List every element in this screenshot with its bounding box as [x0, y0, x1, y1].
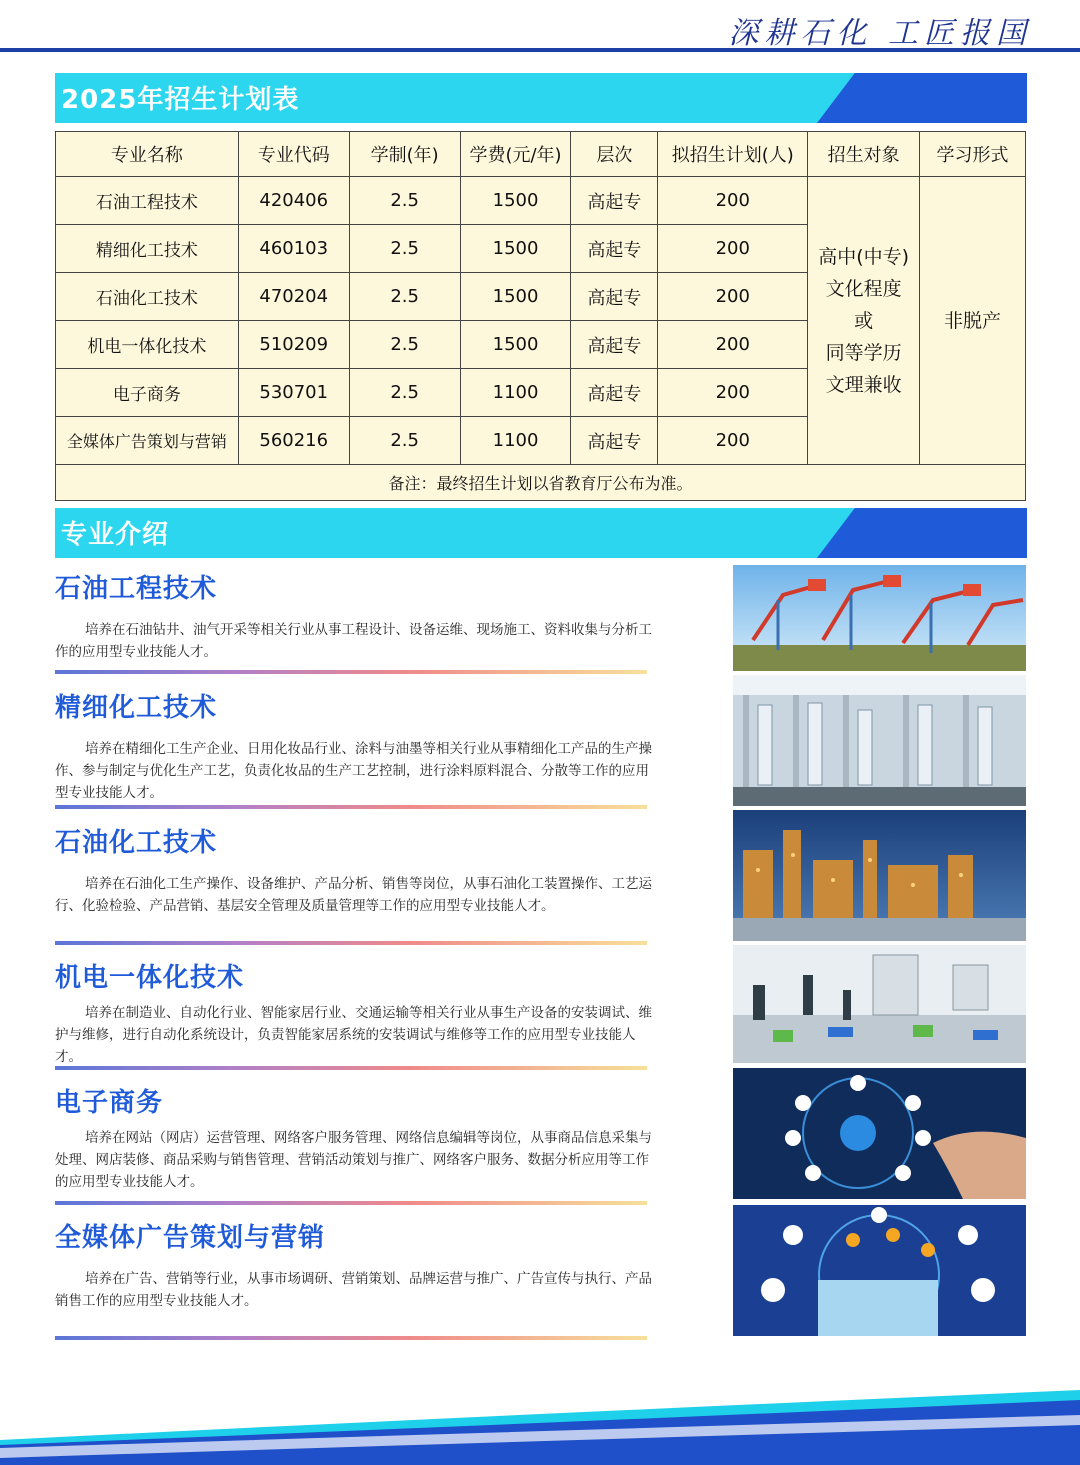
petrochemical-plant-photo — [733, 810, 1026, 941]
quota-cell: 200 — [658, 369, 808, 417]
years-cell: 2.5 — [349, 273, 460, 321]
major-name-cell: 精细化工技术 — [56, 225, 239, 273]
target-line: 高中(中专) — [818, 245, 910, 268]
plan-section-header — [55, 73, 1027, 123]
section-divider — [55, 1066, 647, 1070]
major-block — [55, 1082, 655, 1193]
level-cell: 高起专 — [571, 369, 658, 417]
major-title: 电子商务 — [55, 1088, 164, 1118]
major-name-cell: 全媒体广告策划与营销 — [56, 417, 239, 465]
target-line: 同等学历 — [825, 341, 902, 364]
major-block — [55, 687, 655, 804]
fee-cell: 1500 — [460, 225, 571, 273]
section-divider — [55, 941, 647, 945]
fee-cell: 1500 — [460, 321, 571, 369]
column-header: 专业代码 — [238, 132, 349, 177]
quota-cell: 200 — [658, 177, 808, 225]
column-header: 专业名称 — [56, 132, 239, 177]
major-code-cell: 510209 — [238, 321, 349, 369]
section-divider — [55, 805, 647, 809]
major-block — [55, 1217, 655, 1312]
oilfield-pumpjack-photo — [733, 565, 1026, 671]
intro-section-header — [55, 508, 1027, 558]
table-header-row — [56, 132, 1026, 177]
target-line: 文化程度 — [825, 277, 902, 300]
fee-cell: 1100 — [460, 369, 571, 417]
major-title: 机电一体化技术 — [55, 963, 245, 993]
major-description: 培养在石油钻井、油气开采等相关行业从事工程设计、设备运维、现场施工、资料收集与分析工作的应用型专业技能人才。 — [55, 622, 652, 660]
bottom-decoration — [0, 1370, 1080, 1465]
level-cell: 高起专 — [571, 177, 658, 225]
major-code-cell: 560216 — [238, 417, 349, 465]
level-cell: 高起专 — [571, 417, 658, 465]
section-divider — [55, 1336, 647, 1340]
target-line: 或 — [854, 309, 874, 332]
major-description: 培养在广告、营销等行业，从事市场调研、营销策划、品牌运营与推广、广告宣传与执行、产品销售工作的应用型专业技能人才。 — [55, 1271, 652, 1309]
column-header: 学费(元/年) — [460, 132, 571, 177]
chemical-lab-equipment-photo — [733, 675, 1026, 806]
major-description: 培养在网站（网店）运营管理、网络客户服务管理、网络信息编辑等岗位，从事商品信息采集与处理、网店装修、商品采购与销售管理、营销活动策划与推广、网络客户服务、数据分析应用等工作的应用型专业技能人才。 — [55, 1130, 652, 1190]
study-form-cell: 非脱产 — [920, 177, 1026, 465]
major-description: 培养在石油化工生产操作、设备维护、产品分析、销售等岗位，从事石油化工装置操作、工艺运行、化验检验、产品营销、基层安全管理及质量管理等工作的应用型专业技能人才。 — [55, 876, 652, 914]
fee-cell: 1100 — [460, 417, 571, 465]
enrollment-plan-table — [55, 131, 1026, 501]
major-title: 石油工程技术 — [55, 574, 218, 604]
mechatronics-equipment-photo — [733, 945, 1026, 1063]
top-header — [0, 0, 1080, 55]
major-title: 精细化工技术 — [55, 693, 218, 723]
major-description: 培养在精细化工生产企业、日用化妆品行业、涂料与油墨等相关行业从事精细化工产品的生产操作、参与制定与优化生产工艺，负责化妆品的生产工艺控制，进行涂料原料混合、分散等工作的应用型专业技能人才。 — [55, 741, 652, 801]
fee-cell: 1500 — [460, 177, 571, 225]
target-cell — [808, 177, 920, 465]
target-line: 文理兼收 — [825, 373, 902, 396]
e-commerce-concept-photo — [733, 1068, 1026, 1199]
column-header: 学制(年) — [349, 132, 460, 177]
table-row — [56, 177, 1026, 225]
major-code-cell: 530701 — [238, 369, 349, 417]
major-name-cell: 石油工程技术 — [56, 177, 239, 225]
column-header: 招生对象 — [808, 132, 920, 177]
major-name-cell: 电子商务 — [56, 369, 239, 417]
table-note: 备注：最终招生计划以省教育厅公布为准。 — [56, 465, 1026, 501]
column-header: 层次 — [571, 132, 658, 177]
media-marketing-concept-photo — [733, 1205, 1026, 1336]
years-cell: 2.5 — [349, 225, 460, 273]
section-divider — [55, 670, 647, 674]
header-cyan-band — [55, 508, 855, 558]
table-note-row — [56, 465, 1026, 501]
years-cell: 2.5 — [349, 369, 460, 417]
major-name-cell: 石油化工技术 — [56, 273, 239, 321]
slogan: 深耕石化 工匠报国 — [728, 16, 1032, 51]
major-code-cell: 470204 — [238, 273, 349, 321]
quota-cell: 200 — [658, 273, 808, 321]
fee-cell: 1500 — [460, 273, 571, 321]
level-cell: 高起专 — [571, 321, 658, 369]
quota-cell: 200 — [658, 225, 808, 273]
major-block — [55, 568, 655, 663]
major-code-cell: 420406 — [238, 177, 349, 225]
quota-cell: 200 — [658, 417, 808, 465]
level-cell: 高起专 — [571, 225, 658, 273]
major-title: 全媒体广告策划与营销 — [55, 1223, 326, 1253]
major-description: 培养在制造业、自动化行业、智能家居行业、交通运输等相关行业从事生产设备的安装调试、维护与维修，进行自动化系统设计，负责智能家居系统的安装调试与维修等工作的应用型专业技能人才。 — [55, 1005, 652, 1065]
major-block — [55, 822, 655, 917]
section-divider — [55, 1201, 647, 1205]
column-header: 拟招生计划(人) — [658, 132, 808, 177]
years-cell: 2.5 — [349, 321, 460, 369]
years-cell: 2.5 — [349, 417, 460, 465]
intro-title: 专业介绍 — [61, 520, 170, 550]
major-name-cell: 机电一体化技术 — [56, 321, 239, 369]
quota-cell: 200 — [658, 321, 808, 369]
plan-title: 2025年招生计划表 — [61, 85, 300, 115]
years-cell: 2.5 — [349, 177, 460, 225]
major-block — [55, 957, 655, 1068]
column-header: 学习形式 — [920, 132, 1026, 177]
level-cell: 高起专 — [571, 273, 658, 321]
major-title: 石油化工技术 — [55, 828, 218, 858]
major-code-cell: 460103 — [238, 225, 349, 273]
